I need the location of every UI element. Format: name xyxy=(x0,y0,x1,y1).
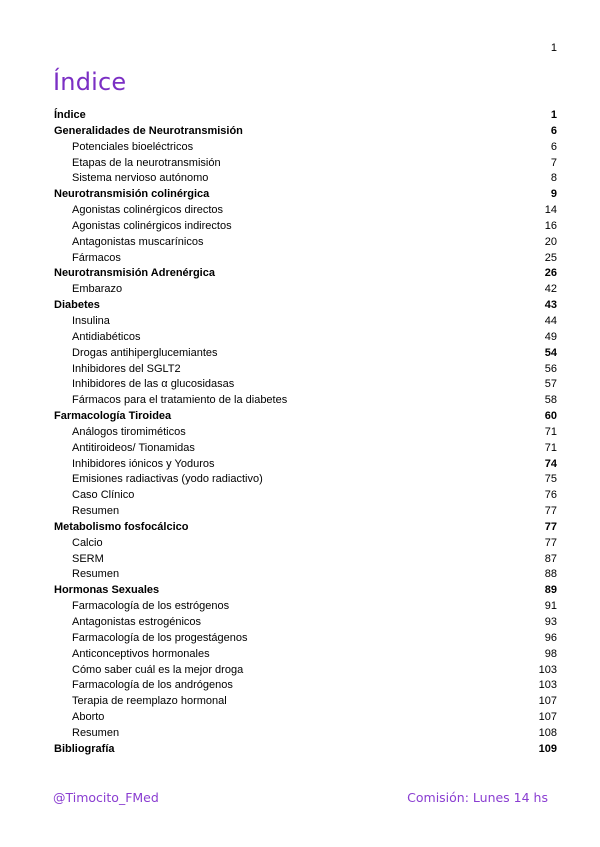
table-of-contents xyxy=(54,108,557,758)
toc-entry-label: Índice xyxy=(54,109,86,121)
toc-subsection-entry[interactable] xyxy=(54,330,557,346)
toc-entry-page: 54 xyxy=(544,346,557,359)
toc-subsection-entry[interactable] xyxy=(54,631,557,647)
toc-subsection-entry[interactable] xyxy=(54,663,557,679)
toc-entry-page: 75 xyxy=(544,473,557,486)
toc-entry-page: 8 xyxy=(550,172,557,185)
toc-section-entry[interactable] xyxy=(54,266,557,282)
toc-entry-page: 14 xyxy=(544,204,557,217)
toc-entry-page: 77 xyxy=(544,520,557,533)
toc-entry-page: 44 xyxy=(544,314,557,327)
toc-subsection-entry[interactable] xyxy=(54,314,557,330)
toc-section-entry[interactable] xyxy=(54,409,557,425)
toc-section-entry[interactable] xyxy=(54,520,557,536)
toc-entry-label: Emisiones radiactivas (yodo radiactivo) xyxy=(72,473,263,486)
toc-entry-page: 107 xyxy=(538,711,557,724)
toc-entry-label: Agonistas colinérgicos directos xyxy=(72,204,224,217)
toc-entry-label: Etapas de la neurotransmisión xyxy=(72,156,221,169)
toc-entry-page: 93 xyxy=(544,616,557,628)
toc-entry-page: 87 xyxy=(544,552,557,565)
toc-entry-page: 56 xyxy=(544,362,557,375)
toc-entry-page: 103 xyxy=(538,663,557,676)
toc-subsection-entry[interactable] xyxy=(54,504,557,520)
toc-subsection-entry[interactable] xyxy=(54,219,557,235)
toc-entry-label: Potenciales bioeléctricos xyxy=(72,140,194,153)
toc-section-entry[interactable] xyxy=(54,124,557,140)
toc-entry-page: 58 xyxy=(544,394,557,407)
toc-subsection-entry[interactable] xyxy=(54,457,557,473)
toc-entry-label: Resumen xyxy=(72,505,120,518)
toc-subsection-entry[interactable] xyxy=(54,472,557,488)
toc-entry-label: Anticonceptivos hormonales xyxy=(72,647,210,660)
toc-subsection-entry[interactable] xyxy=(54,647,557,663)
toc-entry-page: 103 xyxy=(538,679,557,692)
toc-entry-page: 49 xyxy=(544,330,557,343)
toc-entry-page: 108 xyxy=(538,726,557,739)
toc-entry-page: 77 xyxy=(544,536,557,549)
toc-entry-page: 77 xyxy=(544,505,557,518)
toc-entry-label: Drogas antihiperglucemiantes xyxy=(72,346,218,359)
toc-entry-label: Antitiroideos/ Tionamidas xyxy=(72,441,195,454)
toc-entry-label: Fármacos xyxy=(72,251,121,264)
toc-subsection-entry[interactable] xyxy=(54,393,557,409)
toc-entry-label: Farmacología de los andrógenos xyxy=(72,679,233,692)
toc-entry-label: Calcio xyxy=(72,536,103,549)
toc-entry-page: 7 xyxy=(550,156,557,169)
toc-entry-label: Resumen xyxy=(72,568,120,581)
toc-entry-label: Farmacología de los progestágenos xyxy=(72,631,248,644)
toc-entry-label: Aborto xyxy=(72,711,105,724)
toc-entry-page: 98 xyxy=(544,647,557,660)
toc-entry-label: Inhibidores del SGLT2 xyxy=(72,362,181,375)
toc-entry-page: 91 xyxy=(544,600,557,613)
toc-entry-page: 96 xyxy=(544,631,557,644)
toc-subsection-entry[interactable] xyxy=(54,726,557,742)
toc-subsection-entry[interactable] xyxy=(54,678,557,694)
toc-section-entry[interactable] xyxy=(54,187,557,203)
toc-entry-label: Inhibidores de las α glucosidasas xyxy=(72,378,235,391)
toc-subsection-entry[interactable] xyxy=(54,251,557,267)
toc-entry-label: Agonistas colinérgicos indirectos xyxy=(72,219,232,232)
toc-entry-label: Sistema nervioso autónomo xyxy=(72,172,209,185)
toc-subsection-entry[interactable] xyxy=(54,441,557,457)
footer-commission: Comisión: Lunes 14 hs xyxy=(407,790,548,805)
toc-entry-page: 88 xyxy=(544,568,557,581)
toc-entry-page: 71 xyxy=(544,425,557,438)
toc-entry-page: 26 xyxy=(544,267,557,280)
toc-entry-page: 16 xyxy=(544,219,557,232)
toc-entry-page: 25 xyxy=(544,251,557,264)
toc-entry-page: 76 xyxy=(544,489,557,502)
toc-entry-page: 107 xyxy=(538,695,557,708)
toc-subsection-entry[interactable] xyxy=(54,536,557,552)
toc-subsection-entry[interactable] xyxy=(54,235,557,251)
toc-subsection-entry[interactable] xyxy=(54,552,557,568)
toc-entry-label: Neurotransmisión colinérgica xyxy=(54,188,210,201)
toc-subsection-entry[interactable] xyxy=(54,599,557,615)
toc-entry-page: 109 xyxy=(538,742,557,755)
toc-entry-page: 9 xyxy=(550,188,557,201)
toc-subsection-entry[interactable] xyxy=(54,694,557,710)
toc-entry-label: Diabetes xyxy=(54,299,100,312)
toc-entry-page: 74 xyxy=(544,457,557,470)
toc-subsection-entry[interactable] xyxy=(54,346,557,362)
toc-entry-label: Farmacología Tiroidea xyxy=(54,410,172,423)
toc-entry-label: Resumen xyxy=(72,726,120,739)
toc-section-entry[interactable] xyxy=(54,298,557,314)
toc-section-entry[interactable] xyxy=(54,583,557,599)
toc-subsection-entry[interactable] xyxy=(54,282,557,298)
toc-entry-label: Caso Clínico xyxy=(72,489,135,502)
toc-entry-page: 89 xyxy=(544,584,557,597)
toc-entry-page: 42 xyxy=(544,283,557,296)
toc-entry-label: Fármacos para el tratamiento de la diabetes xyxy=(72,394,288,407)
toc-entry-page: 20 xyxy=(544,235,557,248)
toc-subsection-entry[interactable] xyxy=(54,567,557,583)
page-number: 1 xyxy=(550,42,557,54)
toc-subsection-entry[interactable] xyxy=(54,615,557,631)
page-title: Índice xyxy=(53,68,127,96)
toc-subsection-entry[interactable] xyxy=(54,362,557,378)
toc-entry-label: Metabolismo fosfocálcico xyxy=(54,520,189,533)
toc-section-entry[interactable] xyxy=(54,742,557,758)
toc-subsection-entry[interactable] xyxy=(54,203,557,219)
toc-entry-label: Terapia de reemplazo hormonal xyxy=(72,695,227,708)
toc-subsection-entry[interactable] xyxy=(54,377,557,393)
toc-entry-label: Análogos tiromiméticos xyxy=(72,425,186,438)
toc-entry-page: 6 xyxy=(550,140,557,153)
toc-entry-label: Inhibidores iónicos y Yoduros xyxy=(72,457,215,470)
toc-entry-label: Antagonistas muscarínicos xyxy=(72,235,204,248)
toc-subsection-entry[interactable] xyxy=(54,710,557,726)
toc-entry-label: Generalidades de Neurotransmisión xyxy=(54,124,243,137)
toc-entry-page: 71 xyxy=(544,441,557,454)
toc-entry-page: 6 xyxy=(550,124,557,137)
toc-entry-label: Neurotransmisión Adrenérgica xyxy=(54,267,215,280)
toc-subsection-entry[interactable] xyxy=(54,171,557,187)
toc-subsection-entry[interactable] xyxy=(54,488,557,504)
toc-entry-page: 60 xyxy=(544,410,557,423)
toc-entry-page: 1 xyxy=(550,109,557,121)
footer-author-handle: @Timocito_FMed xyxy=(53,790,159,805)
toc-entry-label: Cómo saber cuál es la mejor droga xyxy=(72,663,244,676)
toc-entry-label: Insulina xyxy=(72,314,110,327)
toc-subsection-entry[interactable] xyxy=(54,140,557,156)
toc-entry-label: Antidiabéticos xyxy=(72,330,141,343)
toc-subsection-entry[interactable] xyxy=(54,156,557,172)
toc-entry-label: SERM xyxy=(72,552,104,565)
toc-entry-label: Farmacología de los estrógenos xyxy=(72,600,230,613)
toc-entry-page: 57 xyxy=(544,378,557,391)
toc-section-entry[interactable] xyxy=(54,108,557,124)
toc-entry-label: Embarazo xyxy=(72,283,123,296)
toc-entry-page: 43 xyxy=(544,299,557,312)
toc-entry-label: Hormonas Sexuales xyxy=(54,584,160,597)
toc-entry-label: Bibliografía xyxy=(54,742,115,755)
toc-subsection-entry[interactable] xyxy=(54,425,557,441)
toc-entry-label: Antagonistas estrogénicos xyxy=(72,616,202,628)
